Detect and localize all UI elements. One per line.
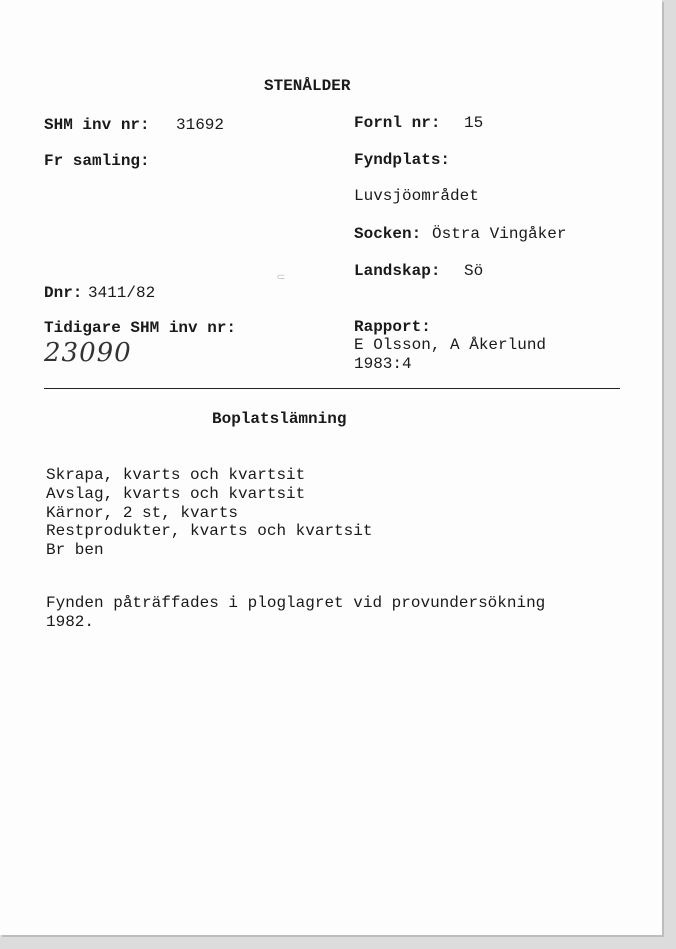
note-line1: Fynden påträffades i ploglagret vid provundersökning — [46, 594, 546, 612]
socken-value: Östra Vingåker — [432, 225, 567, 243]
dnr-value: 3411/82 — [88, 284, 156, 302]
find-item: Avslag, kvarts och kvartsit — [46, 485, 306, 503]
rapport-line1: E Olsson, A Åkerlund — [354, 336, 547, 354]
tidigare-label: Tidigare SHM inv nr: — [44, 319, 237, 337]
shm-label: SHM inv nr: — [44, 116, 150, 134]
paper-mark: ⸦ — [275, 271, 288, 285]
handwritten-inventory-number: 23090 — [44, 338, 132, 368]
divider — [44, 388, 620, 389]
fornl-value: 15 — [464, 114, 484, 132]
fornl-label: Fornl nr: — [354, 114, 441, 132]
socken-label: Socken: — [354, 225, 422, 243]
landskap-value: Sö — [464, 262, 484, 280]
find-item: Skrapa, kvarts och kvartsit — [46, 466, 306, 484]
dnr-label: Dnr: — [44, 284, 83, 302]
note-line2: 1982. — [46, 613, 95, 631]
fr-samling-label: Fr samling: — [44, 152, 150, 170]
rapport-label: Rapport: — [354, 318, 431, 336]
find-item: Restprodukter, kvarts och kvartsit — [46, 522, 373, 540]
section-title: Boplatslämning — [212, 410, 347, 428]
fyndplats-label: Fyndplats: — [354, 151, 451, 169]
fyndplats-value: Luvsjöområdet — [354, 187, 479, 205]
card-heading: STENÅLDER — [264, 77, 351, 95]
find-item: Kärnor, 2 st, kvarts — [46, 504, 239, 522]
rapport-line2: 1983:4 — [354, 355, 412, 373]
landskap-label: Landskap: — [354, 262, 441, 280]
find-item: Br ben — [46, 541, 104, 559]
shm-value: 31692 — [176, 116, 225, 134]
